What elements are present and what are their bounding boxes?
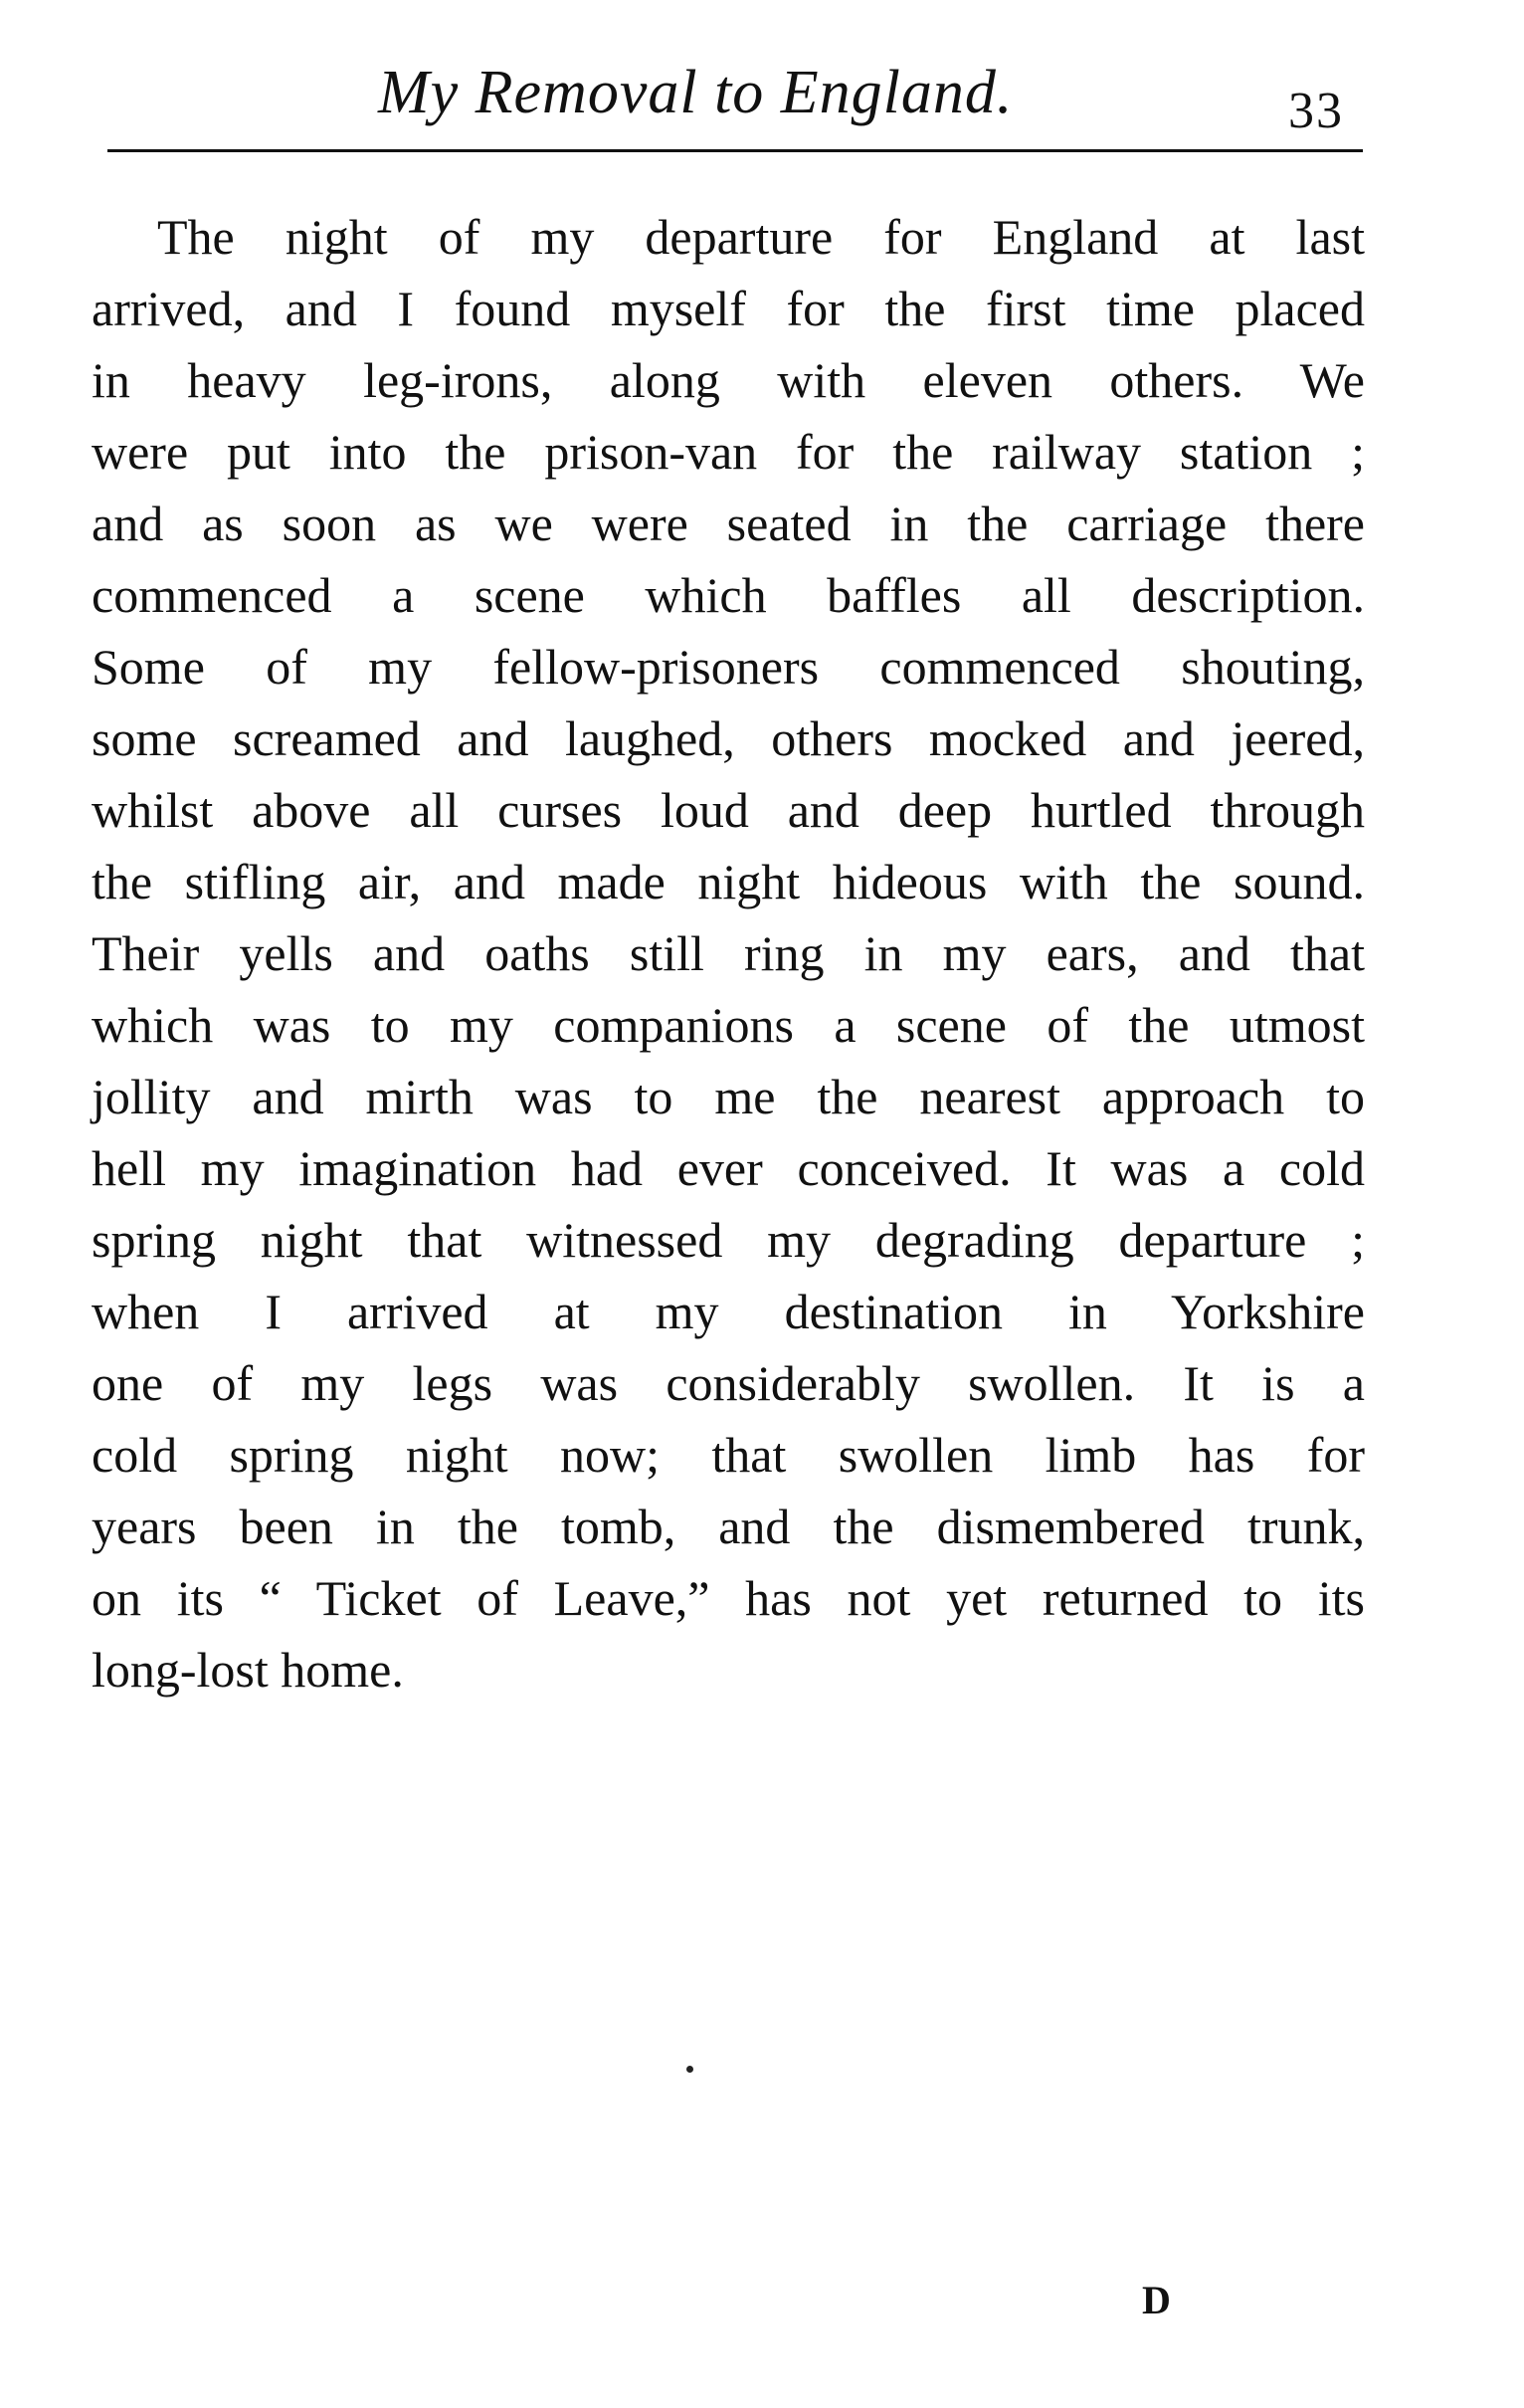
text-line: hell my imagination had ever conceived. It was a cold	[92, 1140, 1365, 1196]
text-line: long-lost home.	[92, 1642, 404, 1698]
text-line: commenced a scene which baffles all description.	[92, 567, 1365, 623]
header-rule	[107, 149, 1363, 152]
text-line: one of my legs was considerably swollen. It is a	[92, 1355, 1365, 1411]
text-line: Some of my fellow-prisoners commenced shouting,	[92, 639, 1365, 695]
text-line: and as soon as we were seated in the carriage there	[92, 496, 1365, 551]
text-line: jollity and mirth was to me the nearest approach to	[92, 1069, 1365, 1124]
text-line: years been in the tomb, and the dismembered trunk,	[92, 1499, 1365, 1554]
ink-speck	[686, 2066, 693, 2073]
text-line: the stifling air, and made night hideous with the sound.	[92, 854, 1365, 909]
text-line: which was to my companions a scene of the utmost	[92, 997, 1365, 1053]
text-line: were put into the prison-van for the railway station ;	[92, 424, 1365, 480]
text-line: arrived, and I found myself for the first time placed	[92, 281, 1365, 336]
text-line: in heavy leg-irons, along with eleven others. We	[92, 352, 1365, 408]
text-line: cold spring night now; that swollen limb has for	[92, 1427, 1365, 1483]
body-paragraph	[92, 201, 1365, 1706]
running-title: My Removal to England.	[378, 59, 1014, 126]
page-number: 33	[1288, 83, 1344, 139]
text-line: whilst above all curses loud and deep hurtled through	[92, 782, 1365, 838]
text-line: when I arrived at my destination in Yorkshire	[92, 1284, 1365, 1339]
text-line: Their yells and oaths still ring in my ears, and that	[92, 925, 1365, 981]
text-line: some screamed and laughed, others mocked and jeered,	[92, 710, 1365, 766]
signature-mark: D	[1142, 2278, 1172, 2322]
text-line: The night of my departure for England at last	[157, 209, 1365, 265]
text-line: spring night that witnessed my degrading departure ;	[92, 1212, 1365, 1268]
text-line: on its “ Ticket of Leave,” has not yet returned to its	[92, 1570, 1365, 1626]
